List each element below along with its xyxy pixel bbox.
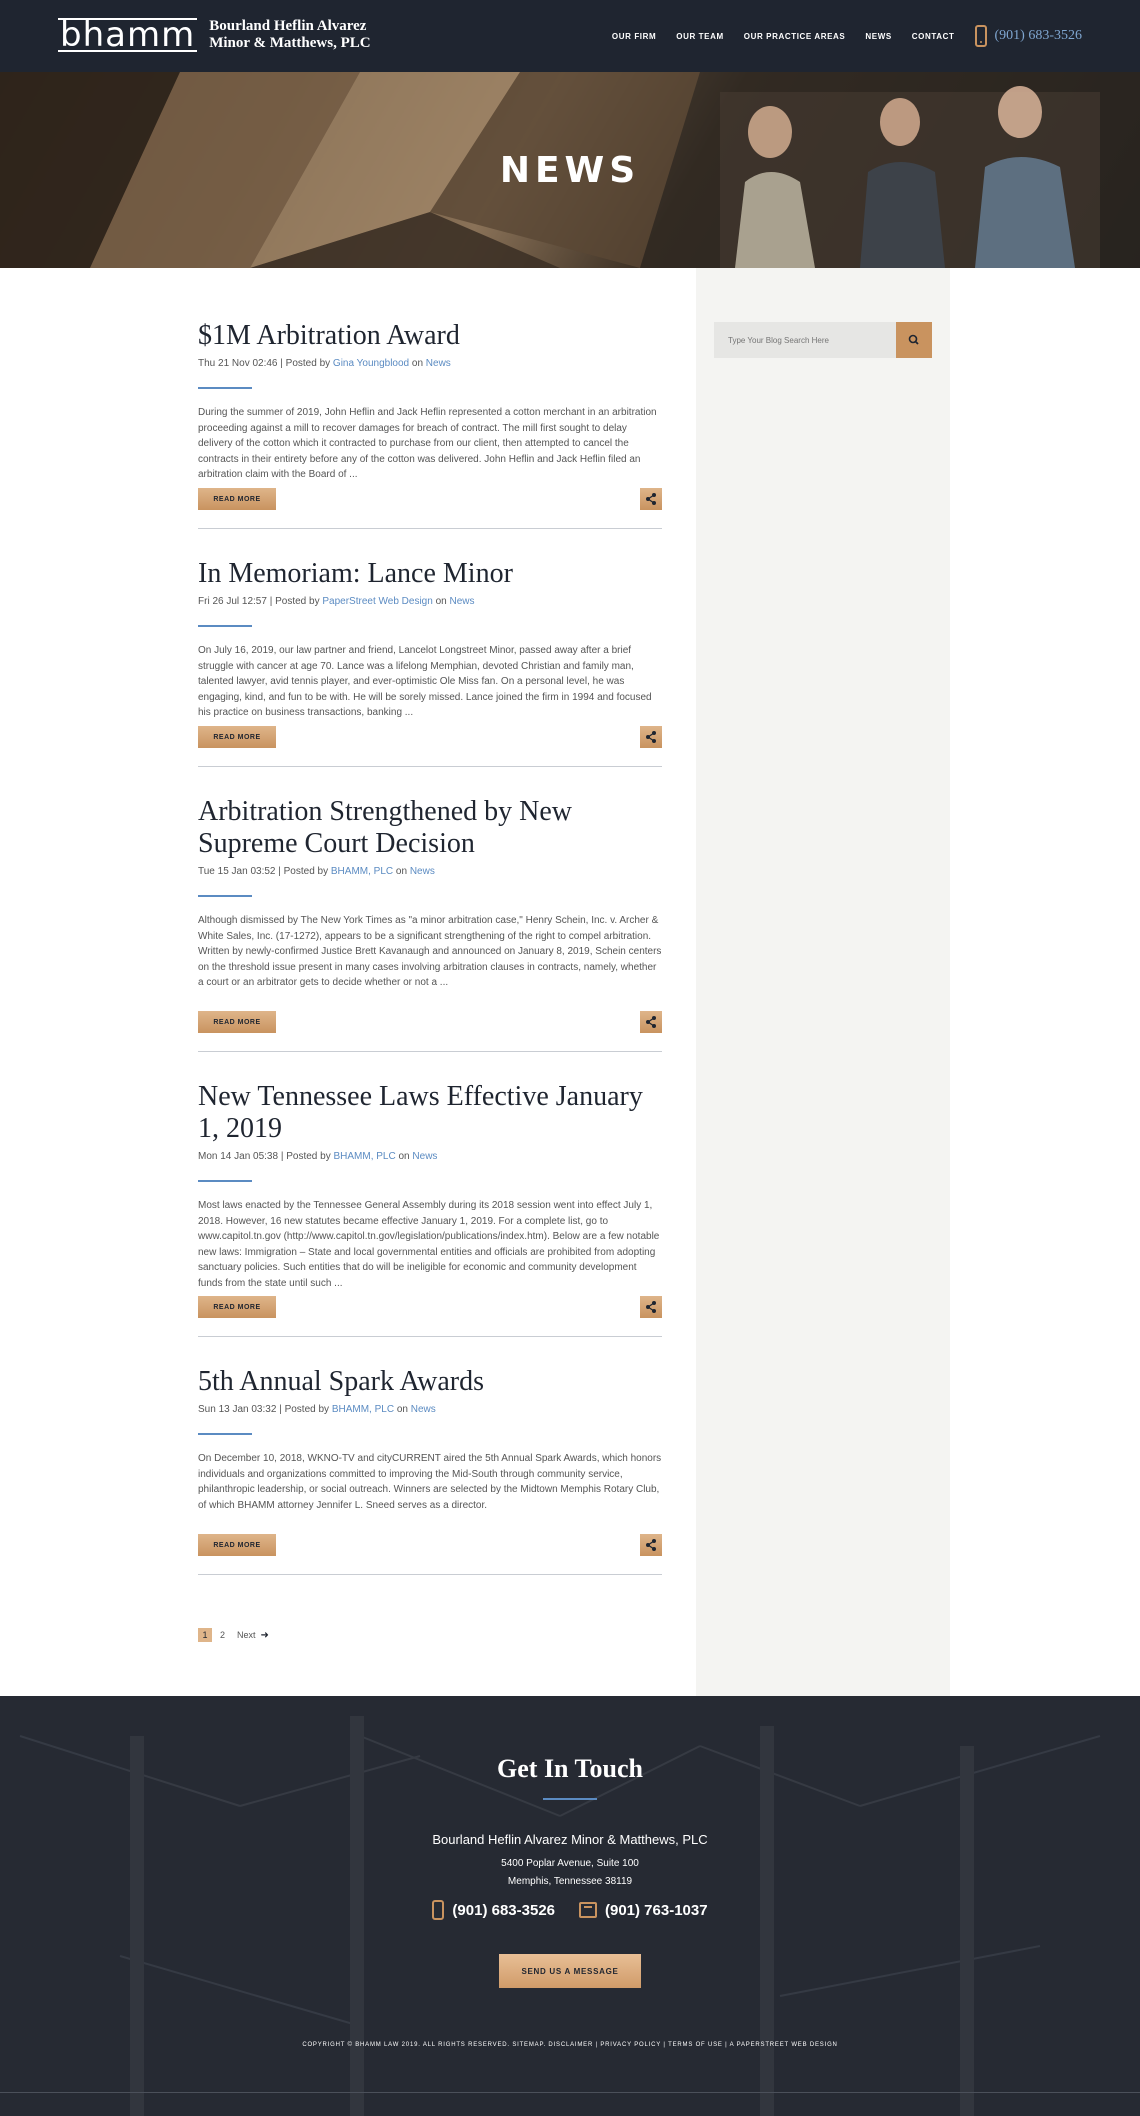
post-posted-by: | Posted by bbox=[279, 1404, 330, 1415]
nav-our-team[interactable]: OUR TEAM bbox=[676, 31, 724, 41]
post-excerpt: On December 10, 2018, WKNO-TV and cityCURRENT aired the 5th Annual Spark Awards, which honors individuals and organizations committed to improving the Mid-South through community service, philanthropic leadership, or social outreach. Winners are selected by the Midtown Memphis Rotary Club, of which BHAMM attorney Jennifer L. Sneed serves as a director. bbox=[198, 1453, 662, 1511]
post-author-link[interactable]: BHAMM, PLC bbox=[333, 1151, 396, 1162]
share-icon bbox=[640, 1534, 662, 1556]
post-rule bbox=[198, 1336, 662, 1337]
share-button[interactable] bbox=[640, 726, 662, 748]
logo-line-2: Minor & Matthews, PLC bbox=[209, 35, 371, 51]
blog-post bbox=[198, 1366, 662, 1513]
post-meta bbox=[198, 1404, 662, 1415]
site-logo[interactable] bbox=[58, 15, 371, 55]
next-page-link[interactable]: Next bbox=[237, 1630, 256, 1640]
header-phone-number: (901) 683-3526 bbox=[994, 28, 1082, 43]
post-author-link[interactable]: BHAMM, PLC bbox=[331, 1404, 395, 1415]
share-icon bbox=[640, 1296, 662, 1318]
blog-post bbox=[198, 796, 662, 991]
share-icon bbox=[640, 488, 662, 510]
post-title[interactable]: New Tennessee Laws Effective January 1, 2019 bbox=[198, 1081, 643, 1144]
post-category-link[interactable]: News bbox=[410, 1404, 436, 1415]
page-1-current[interactable]: 1 bbox=[198, 1628, 212, 1642]
post-meta bbox=[198, 866, 662, 877]
post-posted-by: | Posted by bbox=[280, 1151, 331, 1162]
nav-our-firm[interactable]: OUR FIRM bbox=[611, 31, 657, 41]
post-actions bbox=[198, 1296, 662, 1318]
post-divider bbox=[198, 1180, 252, 1182]
read-more-button[interactable]: READ MORE bbox=[198, 1296, 276, 1318]
share-button[interactable] bbox=[640, 488, 662, 510]
footer-divider bbox=[543, 1798, 597, 1800]
read-more-button[interactable]: READ MORE bbox=[198, 1534, 276, 1556]
search-button[interactable] bbox=[896, 322, 932, 358]
post-divider bbox=[198, 1433, 252, 1435]
post-meta bbox=[198, 596, 662, 607]
read-more-button[interactable]: READ MORE bbox=[198, 726, 276, 748]
post-on: on bbox=[435, 596, 447, 607]
post-actions bbox=[198, 726, 662, 748]
footer-contacts bbox=[0, 1900, 1140, 1920]
footer-title: Get In Touch bbox=[497, 1754, 643, 1783]
post-actions bbox=[198, 1534, 662, 1556]
post-actions bbox=[198, 488, 662, 510]
post-excerpt: Most laws enacted by the Tennessee General Assembly during its 2018 session went into effect July 1, 2018. However, 16 new statutes became effective January 1, 2019. For a complete list, go to www.capitol.tn.gov (http://www.capitol.tn.gov/legislation/publications/index.htm). Below are a few notable new laws: Immigration – State and local governmental entities and officials are prohibited from adopting sanctuary policies. Such entities that do will be ineligible for economic and community development funds from the state until such ... bbox=[198, 1200, 660, 1289]
post-title[interactable]: In Memoriam: Lance Minor bbox=[198, 558, 513, 589]
read-more-button[interactable]: READ MORE bbox=[198, 1011, 276, 1033]
send-message-button[interactable]: SEND US A MESSAGE bbox=[499, 1954, 641, 1988]
share-icon bbox=[640, 726, 662, 748]
post-rule bbox=[198, 766, 662, 767]
post-on: on bbox=[398, 1151, 410, 1162]
post-posted-by: | Posted by bbox=[280, 358, 331, 369]
main-nav bbox=[592, 0, 1082, 72]
post-excerpt: During the summer of 2019, John Heflin and Jack Heflin represented a cotton merchant in an arbitration proceeding against a mill to recover damages for breach of contract. The mill first sought to delay delivery of the cotton which it contracted to purchase from our client, then attempted to cancel the contracts in their entirety before any of the cotton was delivered. John Heflin and Jack Heflin filed an arbitration claim with the Board of ... bbox=[198, 407, 657, 481]
post-excerpt: On July 16, 2019, our law partner and friend, Lancelot Longstreet Minor, passed away after a brief struggle with cancer at age 70. Lance was a lifelong Memphian, devoted Christian and family man, talented lawyer, avid tennis player, and ever-optimistic Ole Miss fan. On a personal level, he was engaging, kind, and fun to be with. He will be sorely missed. Lance joined the firm in 1994 and focused his practice on business transactions, banking ... bbox=[198, 645, 652, 719]
site-header bbox=[0, 0, 1140, 72]
logo-text bbox=[209, 18, 370, 52]
fax-icon bbox=[579, 1902, 597, 1918]
page-2-link[interactable]: 2 bbox=[220, 1630, 226, 1640]
post-date: Sun 13 Jan 03:32 bbox=[198, 1404, 277, 1415]
footer-address-line-1: 5400 Poplar Avenue, Suite 100 bbox=[501, 1858, 639, 1869]
post-meta bbox=[198, 358, 662, 369]
footer-address-line-2: Memphis, Tennessee 38119 bbox=[507, 1876, 633, 1887]
phone-icon bbox=[432, 1900, 444, 1920]
post-category-link[interactable]: News bbox=[425, 358, 451, 369]
post-author-link[interactable]: PaperStreet Web Design bbox=[322, 596, 433, 607]
nav-practice-areas[interactable]: OUR PRACTICE AREAS bbox=[743, 31, 846, 41]
footer-fax-number: (901) 763-1037 bbox=[605, 1901, 708, 1919]
site-footer bbox=[0, 1696, 1140, 2116]
post-rule bbox=[198, 1051, 662, 1052]
read-more-button[interactable]: READ MORE bbox=[198, 488, 276, 510]
post-divider bbox=[198, 387, 252, 389]
post-posted-by: | Posted by bbox=[278, 866, 329, 877]
post-rule bbox=[198, 528, 662, 529]
post-on: on bbox=[396, 1404, 408, 1415]
post-category-link[interactable]: News bbox=[449, 596, 475, 607]
blog-post bbox=[198, 1081, 662, 1292]
blog-post bbox=[198, 320, 662, 483]
post-date: Fri 26 Jul 12:57 bbox=[198, 596, 267, 607]
nav-contact[interactable]: CONTACT bbox=[911, 31, 955, 41]
nav-news[interactable]: NEWS bbox=[865, 31, 892, 41]
footer-firm-name: Bourland Heflin Alvarez Minor & Matthews, PLC bbox=[432, 1832, 708, 1847]
logo-mark: bhamm bbox=[60, 15, 196, 55]
header-phone[interactable] bbox=[975, 25, 1083, 47]
search-icon bbox=[896, 322, 932, 358]
blog-post bbox=[198, 558, 662, 721]
post-date: Mon 14 Jan 05:38 bbox=[198, 1151, 279, 1162]
copyright-text: COPYRIGHT © BHAMM LAW 2019. ALL RIGHTS RESERVED. SITEMAP. DISCLAIMER | PRIVACY POLICY | TERMS OF USE | A PAPERSTREET WEB DESIGN bbox=[302, 2042, 838, 2048]
post-category-link[interactable]: News bbox=[412, 1151, 438, 1162]
post-excerpt: Although dismissed by The New York Times as "a minor arbitration case," Henry Schein, Inc. v. Archer & White Sales, Inc. (17-1272), appears to be a significant strengthening of the right to compel arbitration. Written by newly-confirmed Justice Brett Kavanaugh and announced on January 8, 2019, Schein centers on the threshold issue present in many cases involving arbitration clauses in contracts, namely, whether a court or an arbitrator gets to decide whether or not a ... bbox=[198, 915, 662, 989]
post-author-link[interactable]: Gina Youngblood bbox=[332, 358, 410, 369]
post-author-link[interactable]: BHAMM, PLC bbox=[330, 866, 394, 877]
post-title[interactable]: 5th Annual Spark Awards bbox=[198, 1366, 484, 1397]
post-date: Thu 21 Nov 02:46 bbox=[198, 358, 278, 369]
footer-rule bbox=[0, 2092, 1140, 2093]
post-title[interactable]: Arbitration Strengthened by New Supreme Court Decision bbox=[198, 796, 573, 859]
logo-line-1: Bourland Heflin Alvarez bbox=[209, 18, 367, 34]
post-actions bbox=[198, 1011, 662, 1033]
pagination bbox=[198, 1628, 269, 1642]
footer-phone-number: (901) 683-3526 bbox=[452, 1901, 555, 1919]
share-button[interactable] bbox=[640, 1011, 662, 1033]
post-category-link[interactable]: News bbox=[409, 866, 435, 877]
hero-banner bbox=[0, 72, 1140, 268]
post-date: Tue 15 Jan 03:52 bbox=[198, 866, 276, 877]
page-title: NEWS bbox=[499, 150, 641, 191]
post-rule bbox=[198, 1574, 662, 1575]
sidebar bbox=[696, 268, 950, 1696]
footer-fax[interactable] bbox=[579, 1902, 708, 1919]
share-button[interactable] bbox=[640, 1296, 662, 1318]
share-button[interactable] bbox=[640, 1534, 662, 1556]
phone-icon bbox=[975, 25, 987, 47]
post-posted-by: | Posted by bbox=[269, 596, 320, 607]
post-on: on bbox=[411, 358, 424, 369]
blog-search-input[interactable] bbox=[714, 322, 896, 358]
post-meta bbox=[198, 1151, 662, 1162]
arrow-right-icon[interactable]: ➜ bbox=[260, 1629, 269, 1641]
footer-phone[interactable] bbox=[432, 1900, 555, 1920]
post-divider bbox=[198, 625, 252, 627]
post-title[interactable]: $1M Arbitration Award bbox=[198, 320, 460, 351]
post-divider bbox=[198, 895, 252, 897]
share-icon bbox=[640, 1011, 662, 1033]
post-on: on bbox=[395, 866, 408, 877]
